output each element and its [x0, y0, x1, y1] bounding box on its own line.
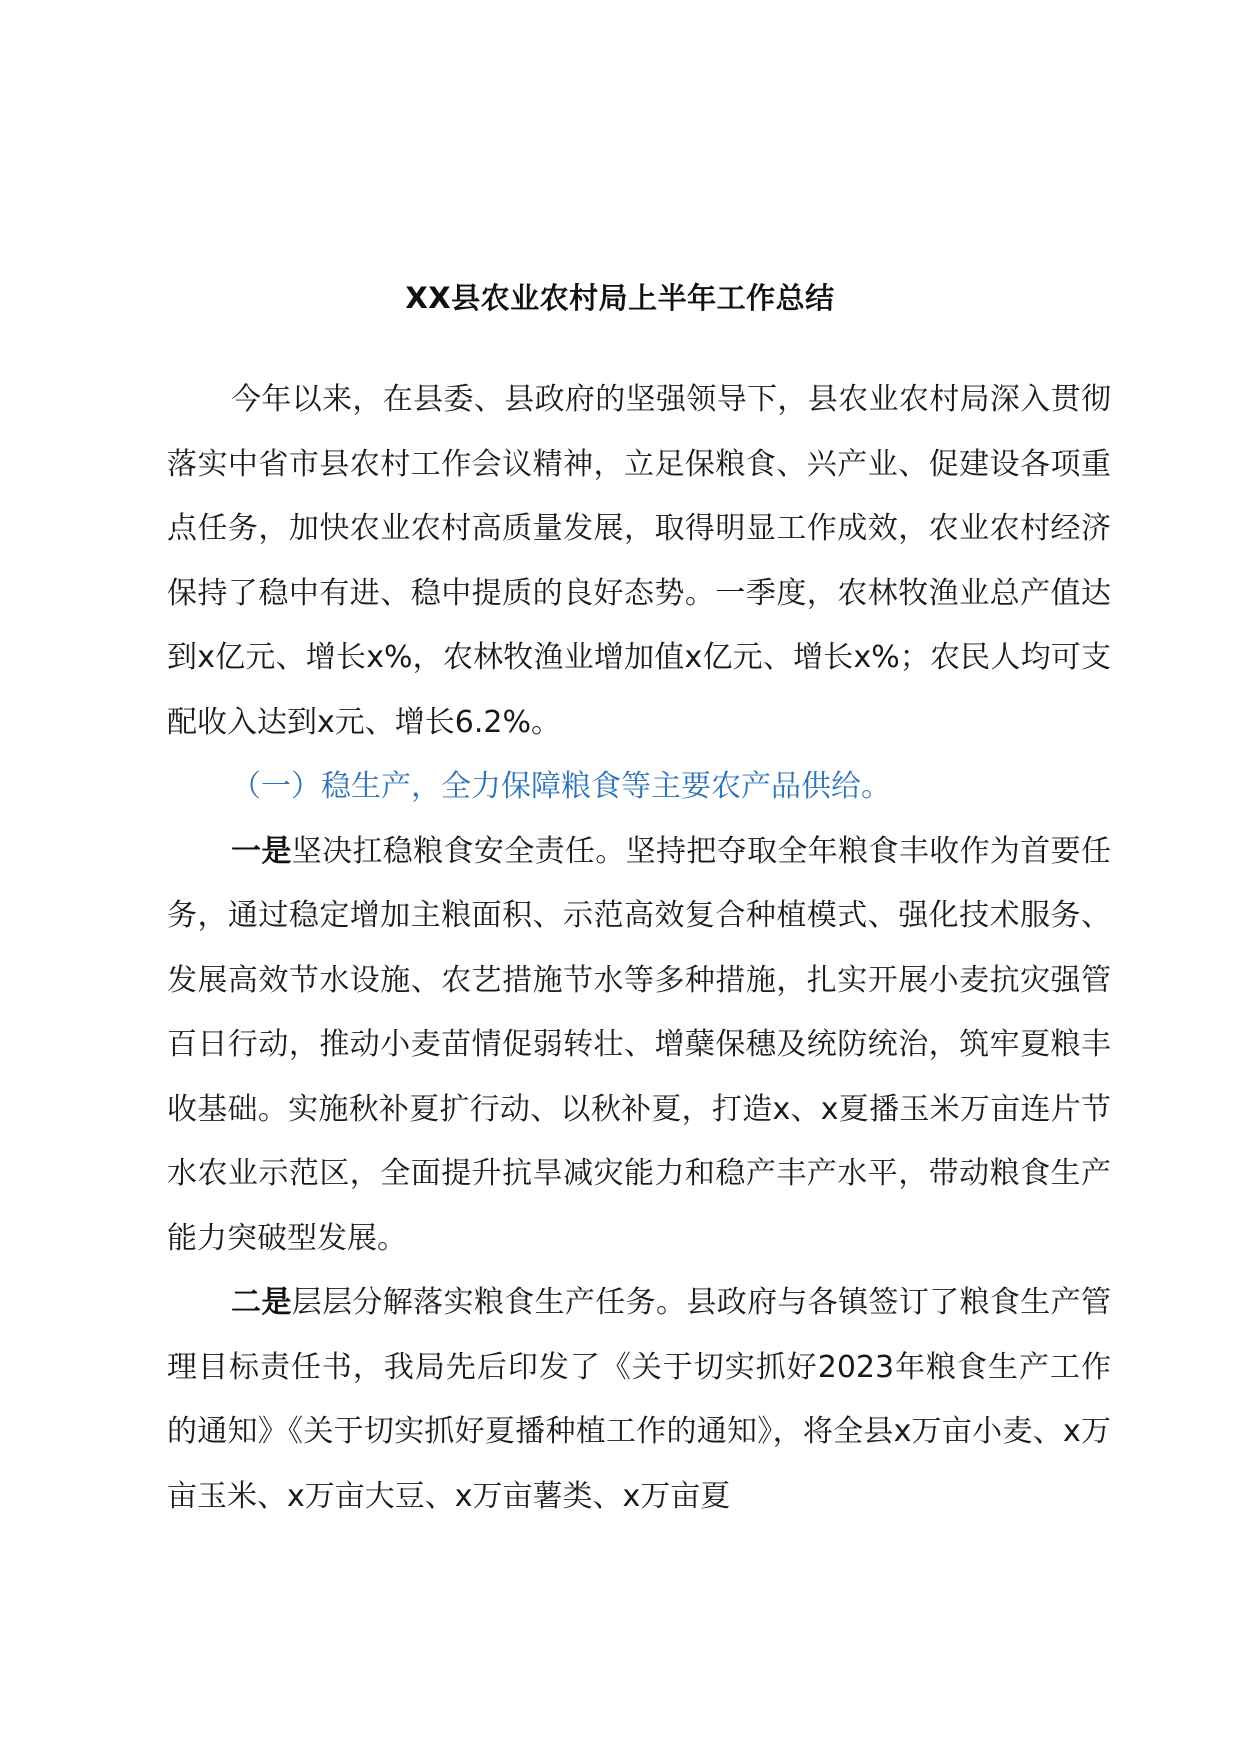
point-two-text: 层层分解落实粮食生产任务。县政府与各镇签订了粮食生产管理目标责任书，我局先后印发了《关于切实抓好2023年粮食生产工作的通知》《关于切实抓好夏播种植工作的通知》，将全县x万亩小麦、x万亩玉米、x万亩大豆、x万亩薯类、x万亩夏: [167, 1285, 1112, 1514]
point-one-paragraph: [167, 820, 1111, 1272]
point-one-lead: 一是: [231, 833, 292, 869]
point-two-paragraph: [167, 1271, 1111, 1529]
intro-paragraph: 今年以来，在县委、县政府的坚强领导下，县农业农村局深入贯彻落实中省市县农村工作会议精神，立足保粮食、兴产业、促建设各项重点任务，加快农业农村高质量发展，取得明显工作成效，农业农村经济保持了稳中有进、稳中提质的良好态势。一季度，农林牧渔业总产值达到x亿元、增长x%，农林牧渔业增加值x亿元、增长x%；农民人均可支配收入达到x元、增长6.2%。: [167, 382, 1111, 740]
document-title: XX县农业农村局上半年工作总结: [405, 281, 835, 315]
point-two-lead: 二是: [231, 1285, 292, 1320]
document-body: [167, 368, 1111, 1529]
section-heading: （一）稳生产，全力保障粮食等主要农产品供给。: [231, 769, 891, 804]
point-one-text: 坚决扛稳粮食安全责任。坚持把夺取全年粮食丰收作为首要任务，通过稳定增加主粮面积、示范高效复合种植模式、强化技术服务、发展高效节水设施、农艺措施节水等多种措施，扎实开展小麦抗灾强管百日行动，推动小麦苗情促弱转壮、增蘖保穗及统防统治，筑牢夏粮丰收基础。实施秋补夏扩行动、以秋补夏，打造x、x夏播玉米万亩连片节水农业示范区，全面提升抗旱减灾能力和稳产丰产水平，带动粮食生产能力突破型发展。: [167, 833, 1112, 1256]
